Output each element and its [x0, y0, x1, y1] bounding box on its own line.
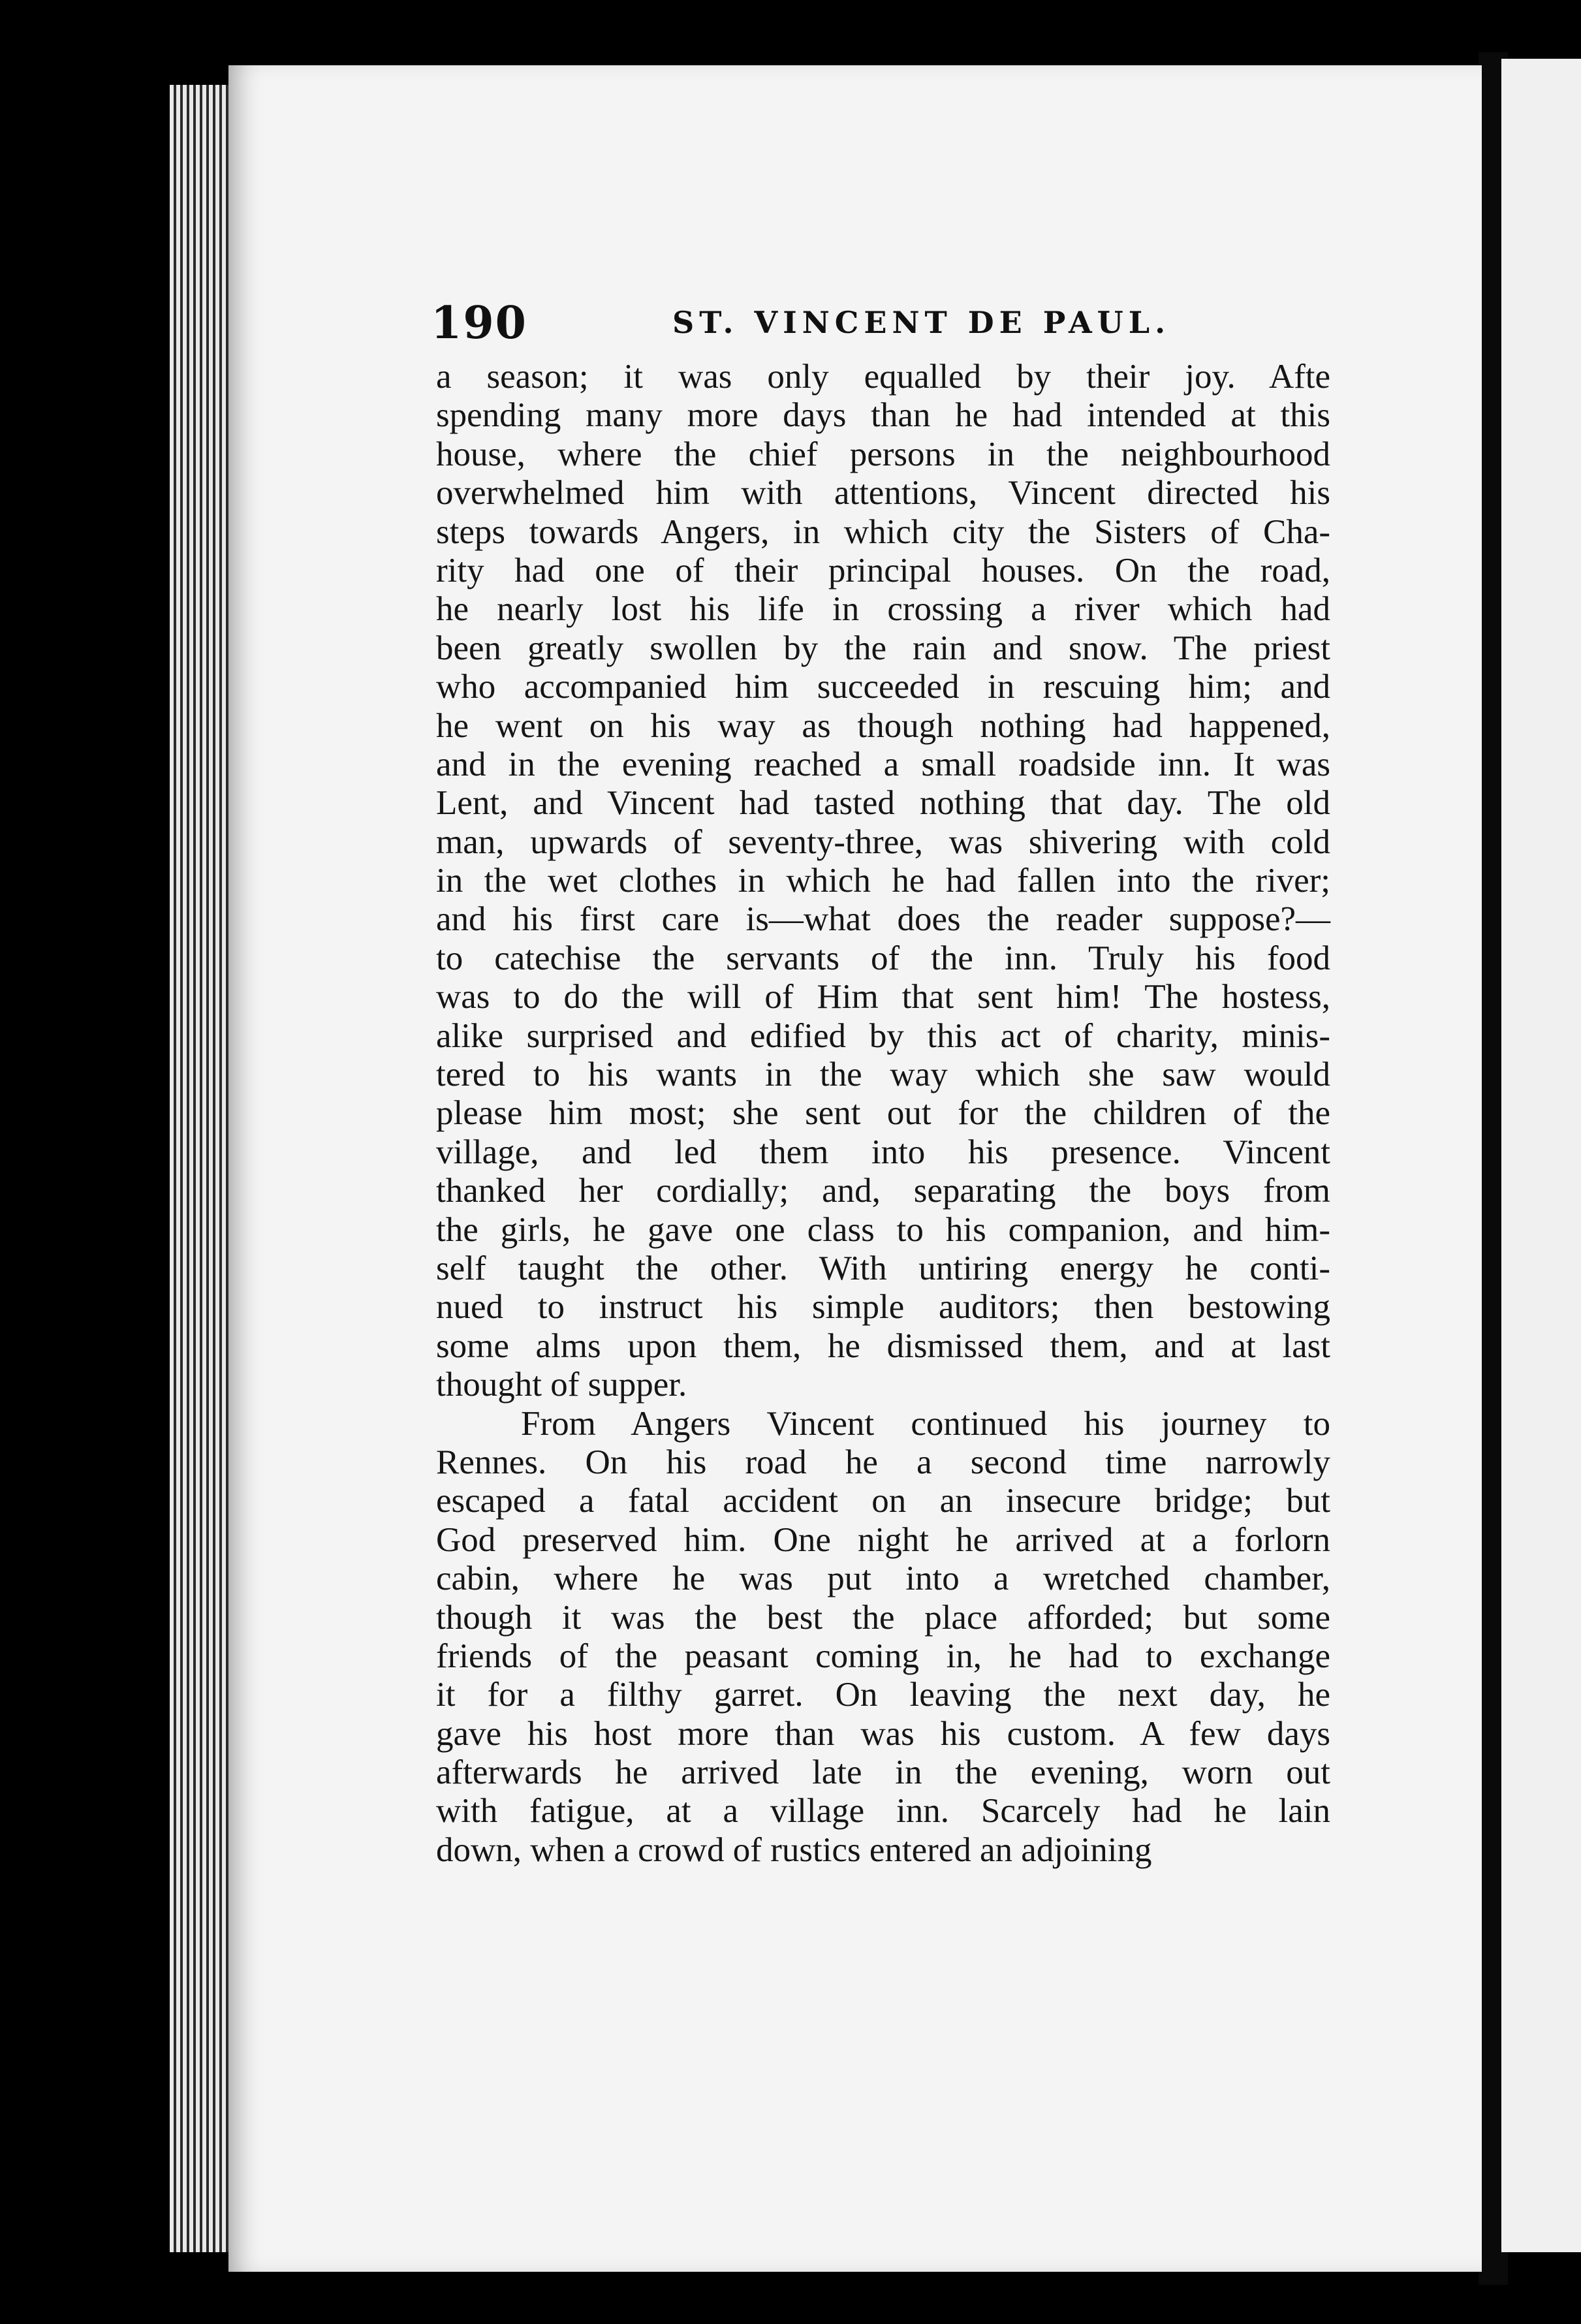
text-line: who accompanied him succeeded in rescuing him; and	[436, 668, 1330, 706]
text-line: From Angers Vincent continued his journey to	[521, 1404, 1330, 1443]
text-line: with fatigue, at a village inn. Scarcely had he lain	[436, 1792, 1330, 1830]
text-line: gave his host more than was his custom. A few days	[436, 1714, 1330, 1753]
text-line: escaped a fatal accident on an insecure bridge; but	[436, 1482, 1330, 1520]
page-header	[431, 297, 1332, 349]
text-line: some alms upon them, he dismissed them, and at last	[436, 1327, 1330, 1365]
running-head: ST. VINCENT DE PAUL.	[672, 305, 1171, 340]
text-line: overwhelmed him with attentions, Vincent directed his	[436, 474, 1330, 512]
text-line: house, where the chief persons in the neighbourhood	[436, 435, 1330, 473]
text-line: to catechise the servants of the inn. Truly his food	[436, 939, 1330, 977]
text-line: down, when a crowd of rustics entered an adjoining	[436, 1830, 1152, 1869]
text-line: Rennes. On his road he a second time narrowly	[436, 1443, 1330, 1481]
text-line: he nearly lost his life in crossing a river which had	[436, 590, 1330, 629]
page-number: 190	[431, 297, 527, 349]
text-line: and in the evening reached a small roadside inn. It was	[436, 745, 1330, 783]
text-line: was to do the will of Him that sent him! The hostess,	[436, 978, 1330, 1016]
book-page-edges	[170, 85, 235, 2252]
text-line: man, upwards of seventy-three, was shivering with cold	[436, 823, 1330, 861]
text-line: please him most; she sent out for the children of the	[436, 1094, 1330, 1133]
text-line: been greatly swollen by the rain and snow. The priest	[436, 629, 1330, 667]
text-line: nued to instruct his simple auditors; then bestowing	[436, 1288, 1330, 1327]
text-line: cabin, where he was put into a wretched chamber,	[436, 1560, 1330, 1598]
text-line: self taught the other. With untiring energy he conti-	[436, 1249, 1330, 1287]
text-line: spending many more days than he had intended at this	[436, 396, 1330, 435]
text-line: though it was the best the place afforded; but some	[436, 1598, 1330, 1637]
text-line: alike surprised and edified by this act of charity, minis-	[436, 1016, 1330, 1055]
text-line: a season; it was only equalled by their joy. Afte	[436, 358, 1330, 396]
text-line: it for a filthy garret. On leaving the next day, he	[436, 1676, 1330, 1714]
text-line: thanked her cordially; and, separating the boys from	[436, 1172, 1330, 1210]
text-line: rity had one of their principal houses. On the road,	[436, 551, 1330, 589]
text-line: steps towards Angers, in which city the Sisters of Cha-	[436, 512, 1330, 551]
text-line: and his first care is—what does the reader suppose?—	[436, 900, 1330, 939]
text-line: in the wet clothes in which he had fallen into the river;	[436, 862, 1330, 900]
text-line: he went on his way as though nothing had happened,	[436, 706, 1330, 745]
text-line: the girls, he gave one class to his companion, and him-	[436, 1210, 1330, 1249]
text-line: thought of supper.	[436, 1366, 687, 1404]
text-line: friends of the peasant coming in, he had to exchange	[436, 1637, 1330, 1675]
text-line: village, and led them into his presence. Vincent	[436, 1133, 1330, 1171]
text-line: Lent, and Vincent had tasted nothing that day. The old	[436, 784, 1330, 823]
text-line: tered to his wants in the way which she saw would	[436, 1056, 1330, 1094]
text-line: afterwards he arrived late in the evening, worn out	[436, 1753, 1330, 1792]
body-text	[436, 358, 1330, 1870]
facing-page-edge	[1501, 59, 1581, 2252]
text-line: God preserved him. One night he arrived at a forlorn	[436, 1520, 1330, 1559]
